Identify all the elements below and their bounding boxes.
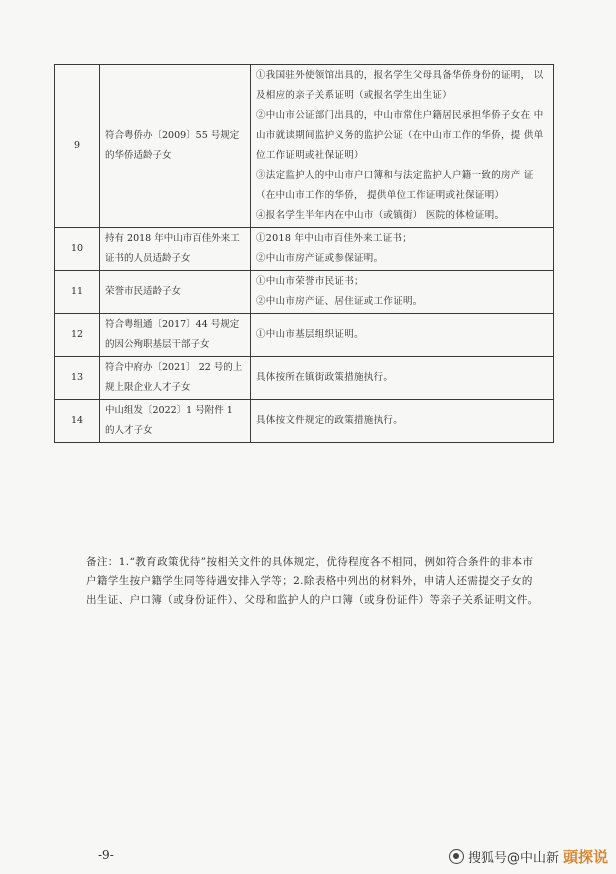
requirement-item: 具体按文件规定的政策措施执行。 <box>256 415 404 426</box>
row-number: 13 <box>55 357 100 400</box>
sohu-account-icon <box>449 849 464 864</box>
table-row <box>55 400 554 443</box>
requirement-item: 具体按所在镇街政策措施执行。 <box>256 372 394 383</box>
requirement-item: ④报名学生半年内在中山市（或镇街） 医院的体检证明。 <box>256 210 505 221</box>
eligibility-condition: 荣誉市民适龄子女 <box>100 271 251 314</box>
table-row <box>55 271 554 314</box>
requirement-item: ②中山市房产证或参保证明。 <box>256 253 384 264</box>
watermark <box>449 846 608 867</box>
table-row <box>55 314 554 357</box>
table-row <box>55 357 554 400</box>
requirement-item: ②中山市公证部门出具的，中山市常住户籍居民承担华侨子女在 中山市就读期间监护义务的监护公证（在中山市工作的华侨，提 供单位工作证明或社保证明） <box>256 110 544 161</box>
required-documents <box>251 400 554 443</box>
eligibility-condition: 中山组发〔2022〕1 号附件 1 的人才子女 <box>100 400 251 443</box>
required-documents <box>251 228 554 271</box>
eligibility-condition: 符合粤侨办〔2009〕55 号规定 的华侨适龄子女 <box>100 65 251 228</box>
row-number: 11 <box>55 271 100 314</box>
remarks-note: 备注：1.“教育政策优待”按相关文件的具体规定，优待程度各不相同，例如符合条件的非本市户籍学生按户籍学生同等待遇安排入学等；2.除表格中列出的材料外，申请人还需提交子女的出生证、户口簿（或身份证件）、父母和监护人的户口簿（或身份证件）等亲子关系证明文件。 <box>86 556 539 606</box>
required-documents <box>251 65 554 228</box>
policy-table <box>54 64 554 443</box>
table-row <box>55 228 554 271</box>
requirement-item: ①我国驻外使领馆出具的，报名学生父母具备华侨身份的证明， 以及相应的亲子关系证明（或报名学生出生证） <box>256 70 544 101</box>
requirement-item: ③法定监护人的中山市户口簿和与法定监护人户籍一致的房产 证（在中山市工作的华侨， 提供单位工作证明或社保证明） <box>256 170 534 201</box>
required-documents <box>251 314 554 357</box>
table-row <box>55 65 554 228</box>
row-number: 9 <box>55 65 100 228</box>
requirement-item: ①中山市基层组织证明。 <box>256 329 364 340</box>
requirement-item: ①2018 年中山市百佳外来工证书； <box>256 233 413 244</box>
requirement-item: ②中山市房产证、居住证或工作证明。 <box>256 296 423 307</box>
watermark-text: 搜狐号@中山新 <box>467 851 559 866</box>
row-number: 10 <box>55 228 100 271</box>
eligibility-condition: 持有 2018 年中山市百佳外来工 证书的人员适龄子女 <box>100 228 251 271</box>
row-number: 12 <box>55 314 100 357</box>
requirement-item: ①中山市荣誉市民证书； <box>256 276 364 287</box>
watermark-logo: 頭探说 <box>562 848 608 866</box>
eligibility-condition: 符合粤组通〔2017〕44 号规定 的因公殉职基层干部子女 <box>100 314 251 357</box>
required-documents <box>251 271 554 314</box>
required-documents <box>251 357 554 400</box>
row-number: 14 <box>55 400 100 443</box>
eligibility-condition: 符合中府办〔2021〕 22 号的上 规上限企业人才子女 <box>100 357 251 400</box>
page-number: -9- <box>98 848 114 862</box>
